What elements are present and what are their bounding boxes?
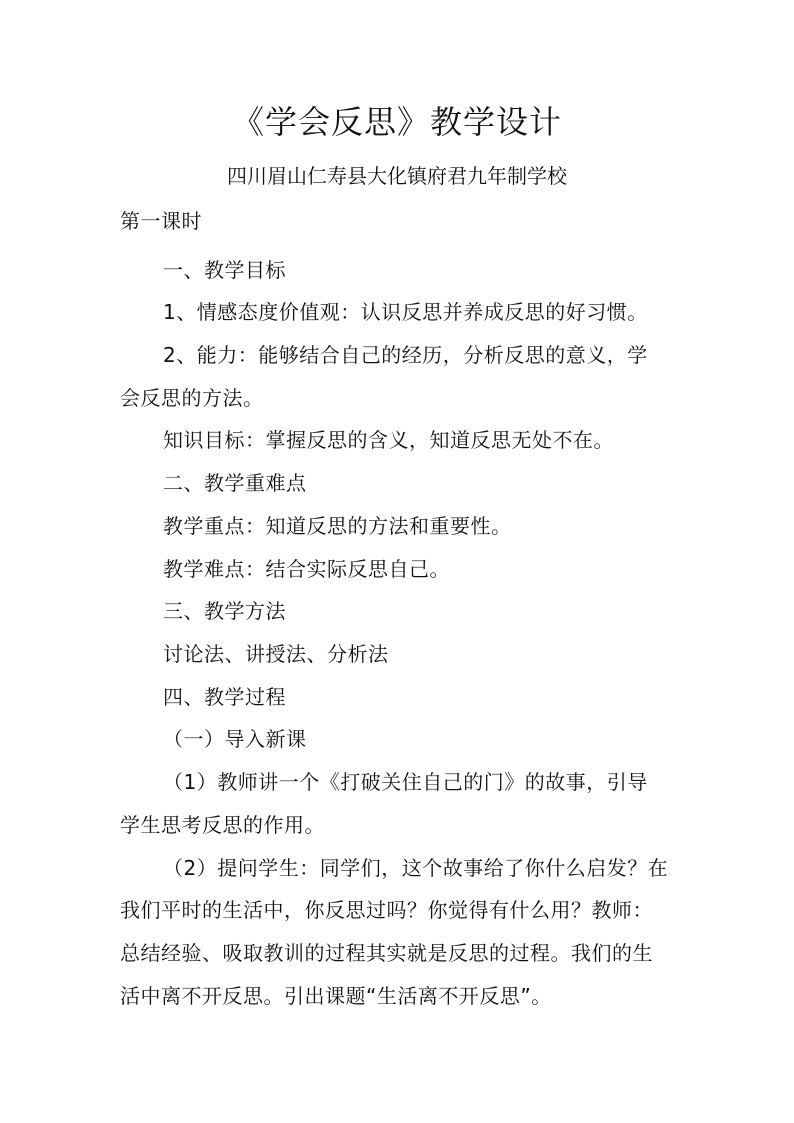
paragraph-line: 教学难点：结合实际反思自己。	[163, 557, 450, 581]
subsection-heading: （一）导入新课	[163, 727, 307, 751]
paragraph-line: 知识目标：掌握反思的含义，知道反思无处不在。	[163, 428, 614, 452]
paragraph-line: 总结经验、吸取教训的过程其实就是反思的过程。我们的生	[120, 941, 653, 965]
paragraph-line: 会反思的方法。	[120, 386, 264, 410]
school-name: 四川眉山仁寿县大化镇府君九年制学校	[227, 164, 567, 188]
section-heading-methods: 三、教学方法	[163, 599, 286, 623]
paragraph-line: 教学重点：知道反思的方法和重要性。	[163, 514, 512, 538]
document-title: 《学会反思》教学设计	[231, 103, 562, 141]
paragraph-line: 活中离不开反思。引出课题“生活离不开反思”。	[120, 984, 552, 1008]
paragraph-line: （1）教师讲一个《打破关住自己的门》的故事，引导	[163, 770, 648, 794]
paragraph-line: 我们平时的生活中，你反思过吗？你觉得有什么用？教师：	[120, 898, 653, 922]
paragraph-line: 学生思考反思的作用。	[120, 813, 325, 837]
section-heading-process: 四、教学过程	[163, 685, 286, 709]
section-heading-objectives: 一、教学目标	[163, 258, 286, 282]
paragraph-line: 2、能力：能够结合自己的经历，分析反思的意义，学	[163, 343, 648, 367]
paragraph-line: 1、情感态度价值观：认识反思并养成反思的好习惯。	[163, 300, 648, 324]
paragraph-line: 讨论法、讲授法、分析法	[163, 642, 389, 666]
section-heading-key-points: 二、教学重难点	[163, 471, 307, 495]
lesson-label: 第一课时	[120, 209, 202, 233]
paragraph-line: （2）提问学生：同学们，这个故事给了你什么启发？在	[163, 856, 669, 880]
